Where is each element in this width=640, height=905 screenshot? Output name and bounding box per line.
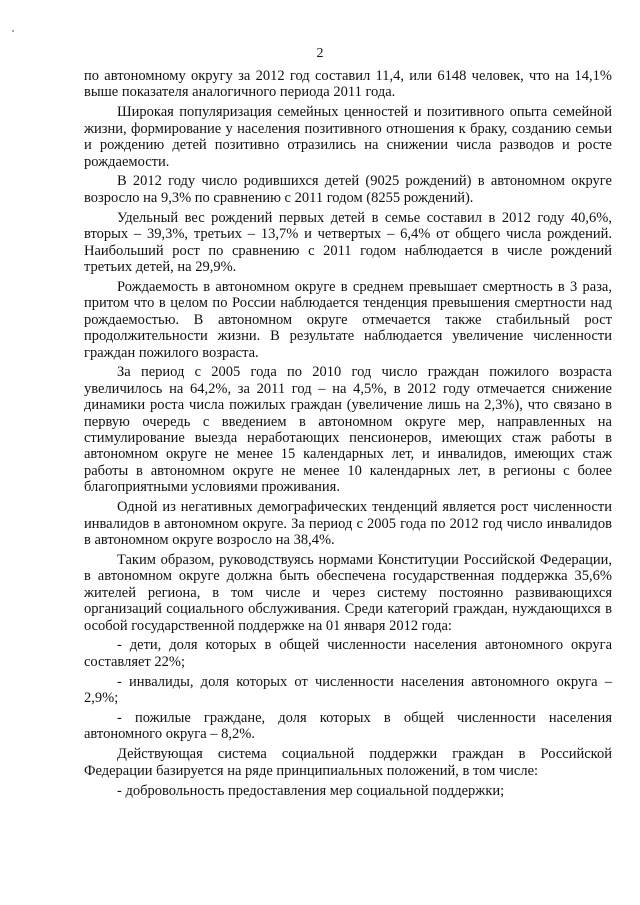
page-number: 2 [316,46,324,61]
paragraph: Таким образом, руководствуясь нормами Конституции Российской Федерации, в автономном округе должна быть обеспечена государственная поддержка 35,6% жителей региона, в том числе и через систему постоянно развивающихся организаций социального обслуживания. Среди категорий граждан, нуждающихся в особой государственной поддержке на 01 января 2012 года: [84,551,612,634]
list-item: - инвалиды, доля которых от численности населения автономного округа – 2,9%; [84,673,612,707]
paragraph: За период с 2005 года по 2010 год число граждан пожилого возраста увеличилось на 64,2%, за 2011 год – на 4,5%, в 2012 году отмечается снижение динамики роста числа пожилых граждан (увеличение лишь на 2,3%), что связано в первую очередь с введением в автономном округе мер, направленных на стимулирование выезда неработающих пенсионеров, имеющих стаж работы в автономном округе не менее 15 календарных лет, и инвалидов, имеющих стаж работы в автономном округе не менее 10 календарных лет, в регионы с более благоприятными условиями проживания. [84,364,612,496]
scan-speck [12,30,14,32]
list-item: - пожилые граждане, доля которых в общей численности населения автономного округа – 8,2%. [84,710,612,743]
paragraph: В 2012 году число родившихся детей (9025 рождений) в автономном округе возросло на 9,3% по сравнению с 2011 годом (8255 рождений). [84,173,612,206]
paragraph: Удельный вес рождений первых детей в семье составил в 2012 году 40,6%, вторых – 39,3%, третьих – 13,7% и четвертых – 6,4% от общего числа рождений. Наибольший рост по сравнению с 2011 годом наблюдается в числе рождений третьих детей, на 29,9%. [84,209,612,275]
document-body [84,68,612,803]
list-item: - дети, доля которых в общей численности населения автономного округа составляет 22%; [84,637,612,670]
list-item: - добровольность предоставления мер социальной поддержки; [117,782,505,799]
paragraph: Рождаемость в автономном округе в среднем превышает смертность в 3 раза, притом что в целом по России наблюдается тенденция превышения смертности над рождаемостью. В автономном округе отмечается также стабильный рост продолжительности жизни. В результате наблюдается увеличение численности граждан пожилого возраста. [84,278,612,361]
paragraph: Действующая система социальной поддержки граждан в Российской Федерации базируется на ряде принципиальных положений, в том числе: [84,746,612,779]
paragraph: Одной из негативных демографических тенденций является рост численности инвалидов в автономном округе. За период с 2005 года по 2012 год число инвалидов в автономном округе возросло на 38,4%. [84,499,612,548]
paragraph-continuation: по автономному округу за 2012 год составил 11,4, или 6148 человек, что на 14,1% выше показателя аналогичного периода 2011 года. [84,68,612,101]
paragraph: Широкая популяризация семейных ценностей и позитивного опыта семейной жизни, формирование у населения позитивного отношения к браку, созданию семьи и рождению детей позитивно отразились на снижении числа разводов и росте рождаемости. [84,104,612,170]
